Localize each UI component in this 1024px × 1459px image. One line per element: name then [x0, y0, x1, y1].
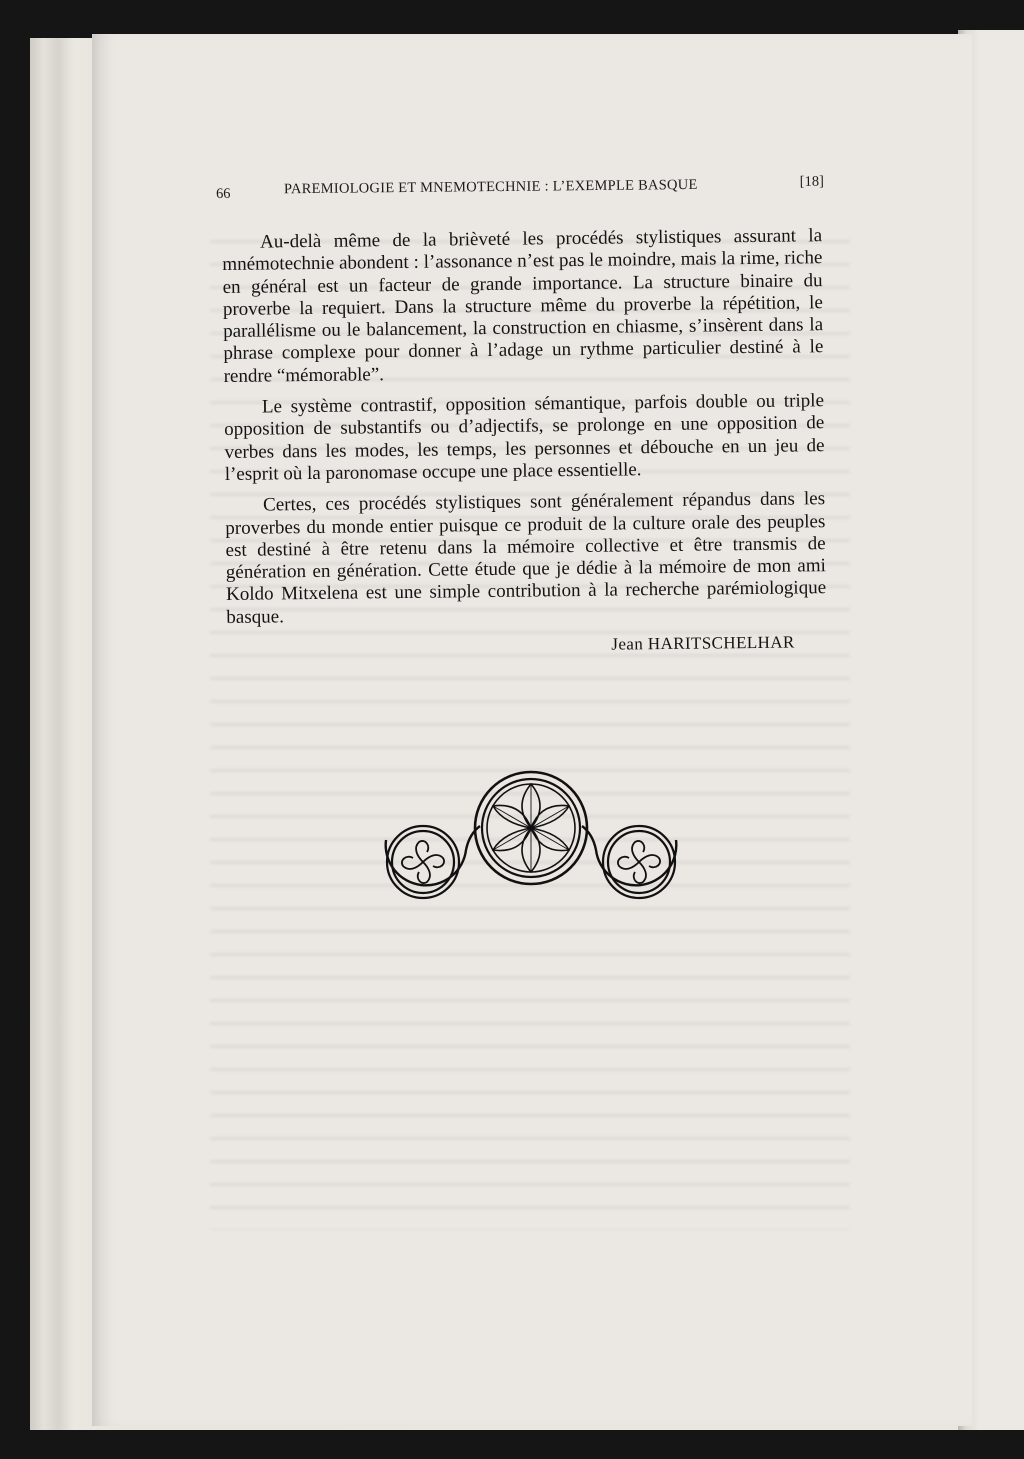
- lauburu-ornament-icon: [376, 770, 686, 900]
- running-title: PAREMIOLOGIE ET MNEMOTECHNIE : L’EXEMPLE BASQUE: [283, 176, 698, 198]
- paragraph-1: Au-delà même de la brièveté les procédés stylistiques assurant la mnémotechnie abondent : l’assonance n’est pas le moindre, mais la rime, riche en général est un facteur de grande importance. La structure binaire du proverbe la requiert. Dans la structure même du proverbe la répétition, le parallélisme ou le balancement, la construction en chiasme, s’insèrent dans la phrase complexe pour donner à l’adage un rythme particulier destiné à le rendre “mémorable”.: [222, 225, 824, 387]
- paragraph-3: Certes, ces procédés stylistiques sont généralement répandus dans les proverbes du monde entier puisque ce produit de la culture orale des peuples est destiné à être retenu dans la mémoire collective et être transmis de génération en génération. Cette étude que je dédie à la mémoire de mon ami Koldo Mitxelena est une simple contribution à la recherche parémiologique basque.: [225, 488, 827, 628]
- author-signature: Jean HARITSCHELHAR: [611, 632, 795, 654]
- section-reference: [18]: [799, 173, 825, 190]
- body-text: [222, 225, 827, 660]
- page-number: 66: [215, 185, 231, 202]
- paragraph-2: Le système contrastif, opposition sémantique, parfois double ou triple opposition de substantifs ou d’adjectifs, se prolonge en une opposition de verbes dans les modes, les temps, les personnes et débouche en un jeu de l’esprit où la paronomase occupe une place essentielle.: [224, 390, 825, 485]
